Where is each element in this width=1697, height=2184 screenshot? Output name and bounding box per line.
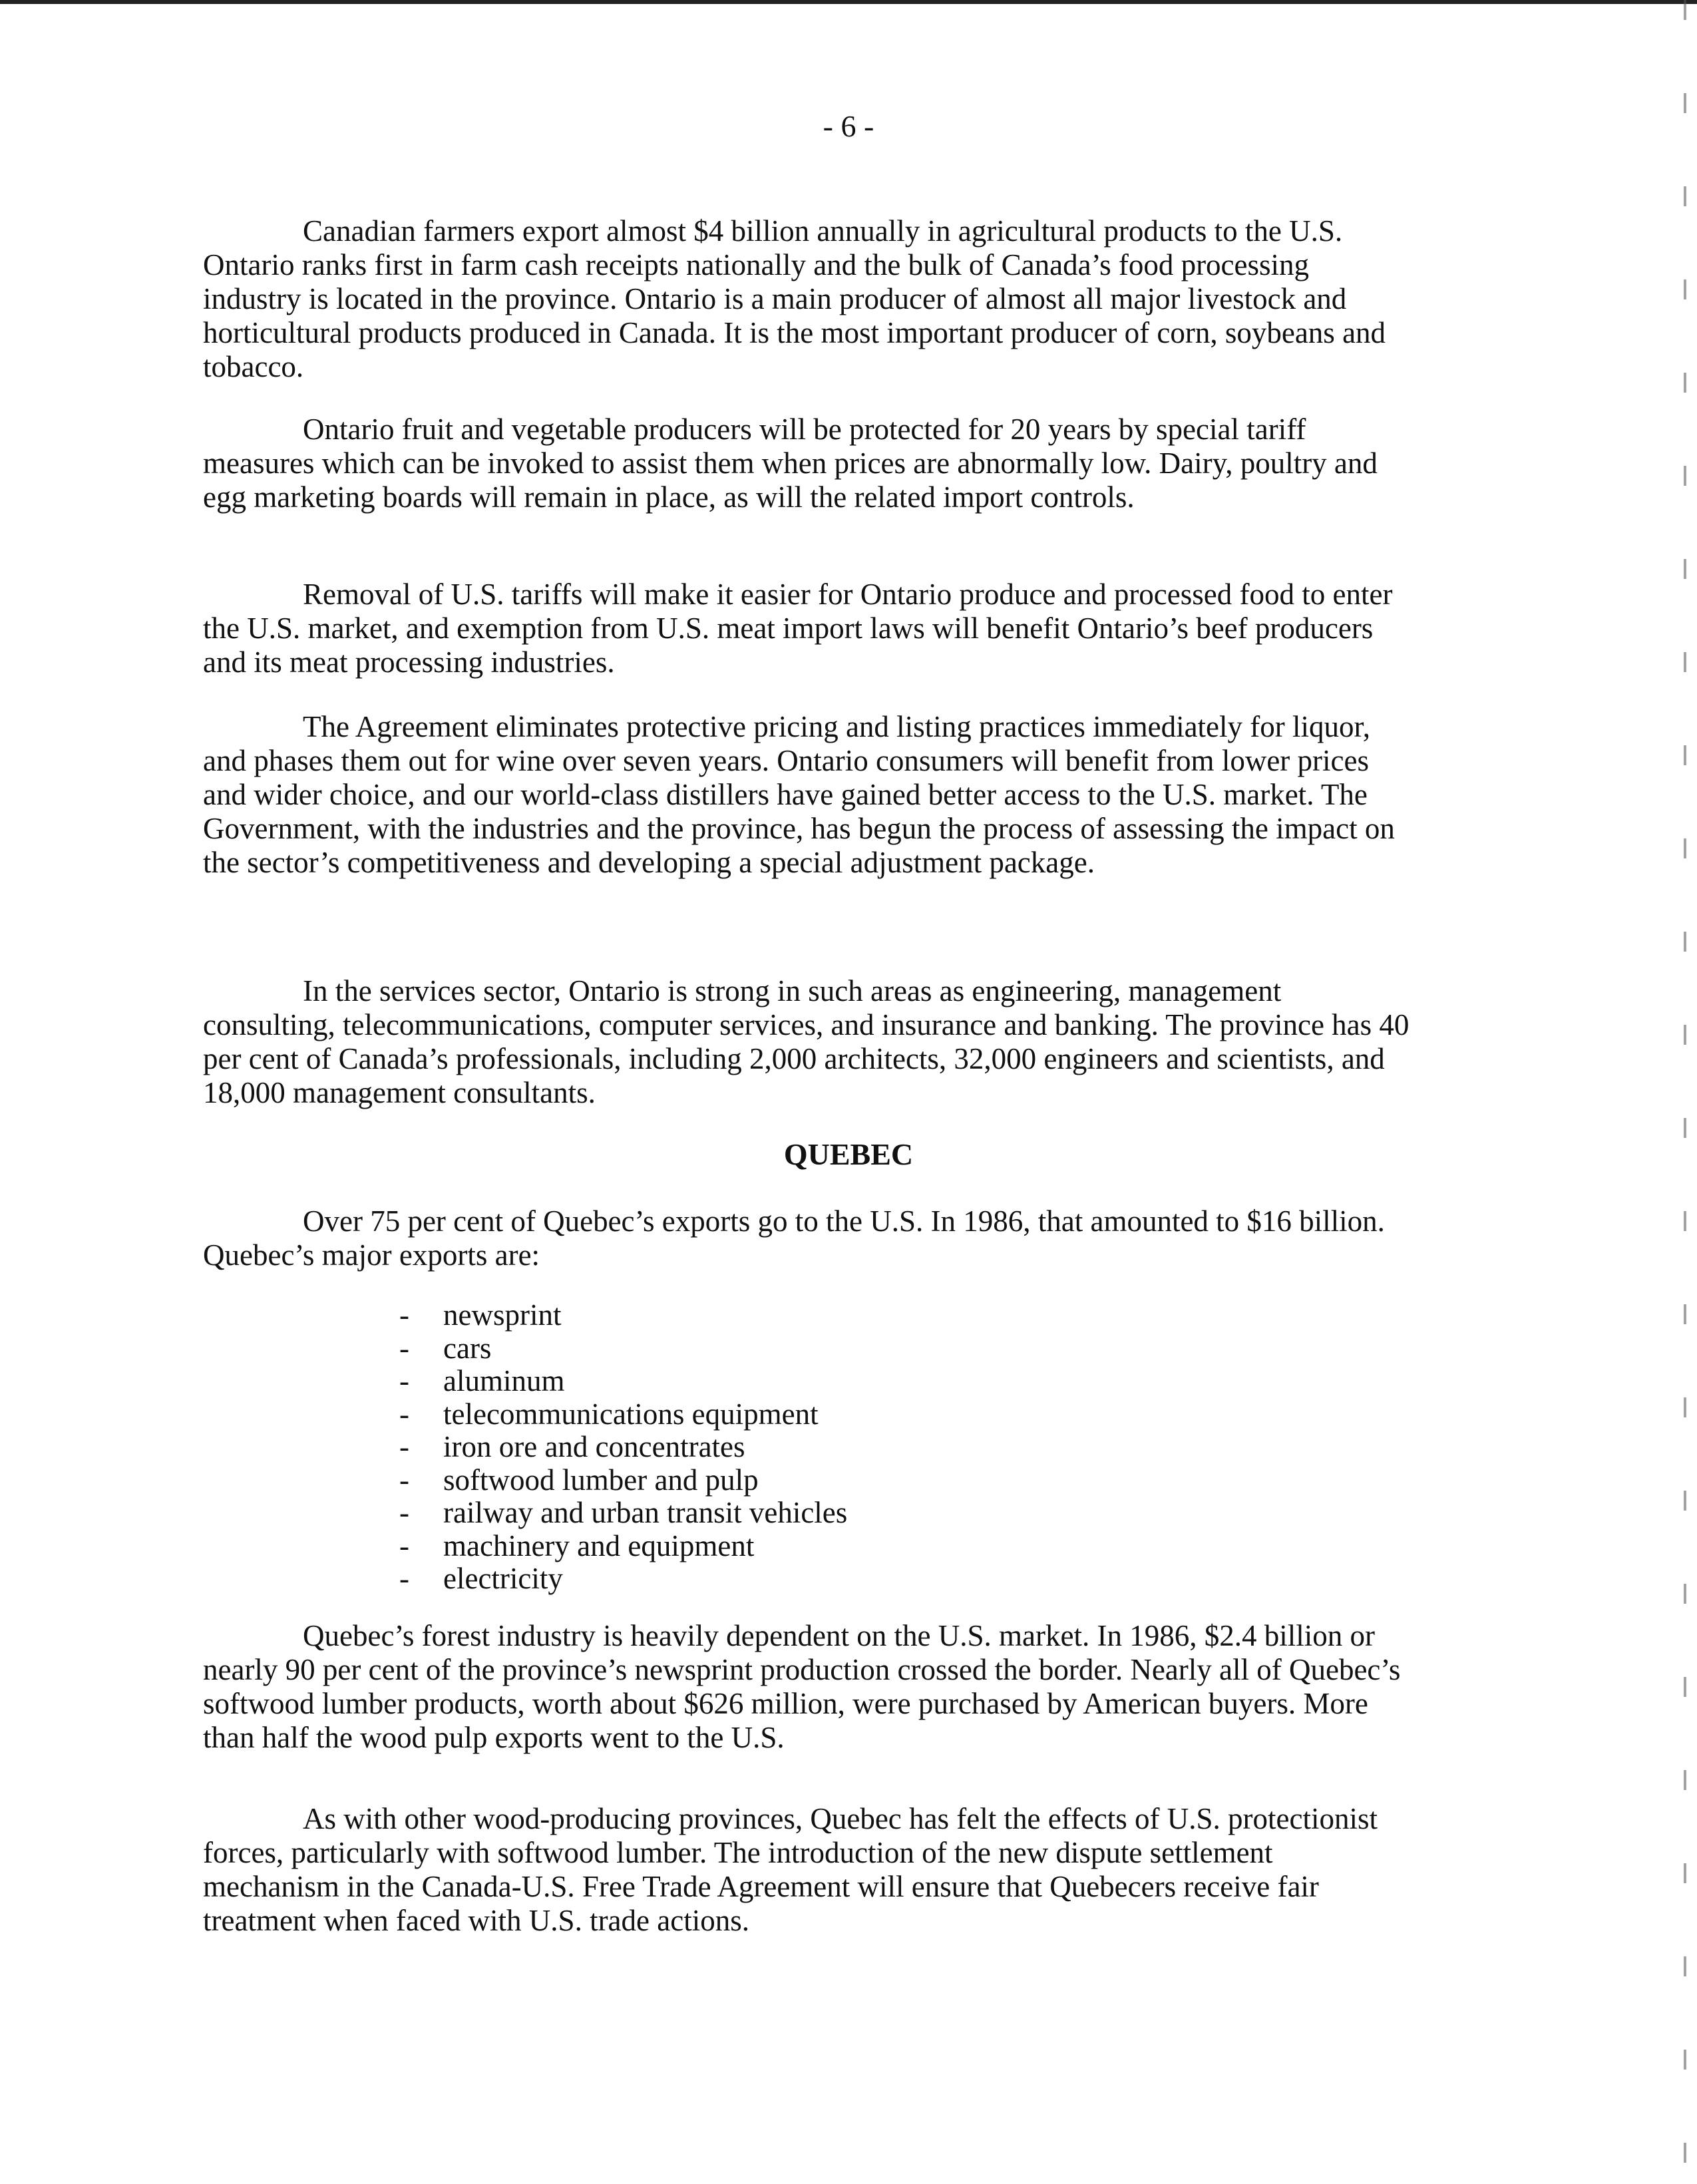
bullet-dash: - <box>399 1397 409 1431</box>
list-item-label: newsprint <box>443 1298 562 1332</box>
list-item-label: railway and urban transit vehicles <box>443 1496 848 1529</box>
page-number: - 6 - <box>823 109 874 143</box>
list-item-label: machinery and equipment <box>443 1529 755 1562</box>
list-item-label: softwood lumber and pulp <box>443 1463 759 1497</box>
list-item-label: cars <box>443 1331 492 1365</box>
list-item <box>399 1398 847 1431</box>
paragraph-quebec-exports: Over 75 per cent of Quebec’s exports go to the U.S. In 1986, that amounted to $16 billion. Quebec’s major exports are: <box>203 1204 1385 1272</box>
bullet-dash: - <box>399 1463 409 1497</box>
quebec-exports-list <box>399 1299 847 1596</box>
bullet-dash: - <box>399 1364 409 1397</box>
list-item <box>399 1530 847 1563</box>
list-item <box>399 1464 847 1497</box>
paragraph-us-tariffs: Removal of U.S. tariffs will make it easier for Ontario produce and processed food to enter the U.S. market, and exemption from U.S. meat import laws will benefit Ontario’s beef producers and its meat processing industries. <box>203 578 1393 679</box>
bullet-dash: - <box>399 1562 409 1595</box>
bullet-dash: - <box>399 1298 409 1332</box>
paragraph-fruit-vegetable: Ontario fruit and vegetable producers will be protected for 20 years by special tariff measures which can be invoked to assist them when prices are abnormally low. Dairy, poultry and egg marketing boards will remain in place, as will the related import controls. <box>203 413 1378 514</box>
list-item-label: electricity <box>443 1562 563 1595</box>
list-item <box>399 1299 847 1332</box>
paragraph-liquor-wine: The Agreement eliminates protective pricing and listing practices immediately for liquor, and phases them out for wine over seven years. Ontario consumers will benefit from lower prices and wider choice, and our world-class distillers have gained better access to the U.S. market. The Government, with the industries and the province, has begun the process of assessing the impact on the sector’s competitiveness and developing a special adjustment package. <box>203 710 1395 879</box>
top-border-line <box>0 0 1697 4</box>
list-item <box>399 1431 847 1464</box>
bullet-dash: - <box>399 1529 409 1562</box>
paragraph-forest-industry: Quebec’s forest industry is heavily dependent on the U.S. market. In 1986, $2.4 billion or nearly 90 per cent of the province’s newsprint production crossed the border. Nearly all of Quebec’s softwood lumber products, worth about $626 million, were purchased by American buyers. More than half the wood pulp exports went to the U.S. <box>203 1619 1401 1754</box>
list-item <box>399 1332 847 1365</box>
list-item-label: telecommunications equipment <box>443 1397 819 1431</box>
list-item <box>399 1562 847 1596</box>
paragraph-farm-exports: Canadian farmers export almost $4 billion annually in agricultural products to the U.S. Ontario ranks first in farm cash receipts nationally and the bulk of Canada’s food processing industry is located in the province. Ontario is a main producer of almost all major livestock and horticultural products produced in Canada. It is the most important producer of corn, soybeans and tobacco. <box>203 214 1386 383</box>
bullet-dash: - <box>399 1496 409 1529</box>
paragraph-services-sector: In the services sector, Ontario is strong in such areas as engineering, management consulting, telecommunications, computer services, and insurance and banking. The province has 40 per cent of Canada’s professionals, including 2,000 architects, 32,000 engineers and scientists, and 18,000 management consultants. <box>203 974 1410 1109</box>
list-item <box>399 1365 847 1398</box>
scan-edge-marks <box>1684 0 1686 2184</box>
bullet-dash: - <box>399 1331 409 1365</box>
paragraph-protectionism: As with other wood-producing provinces, Quebec has felt the effects of U.S. protectionist forces, particularly with softwood lumber. The introduction of the new dispute settlement mechanism in the Canada-U.S. Free Trade Agreement will ensure that Quebecers receive fair treatment when faced with U.S. trade actions. <box>203 1802 1378 1937</box>
bullet-dash: - <box>399 1430 409 1463</box>
list-item-label: aluminum <box>443 1364 565 1397</box>
section-heading-quebec: QUEBEC <box>783 1137 914 1171</box>
list-item-label: iron ore and concentrates <box>443 1430 745 1463</box>
list-item <box>399 1497 847 1530</box>
